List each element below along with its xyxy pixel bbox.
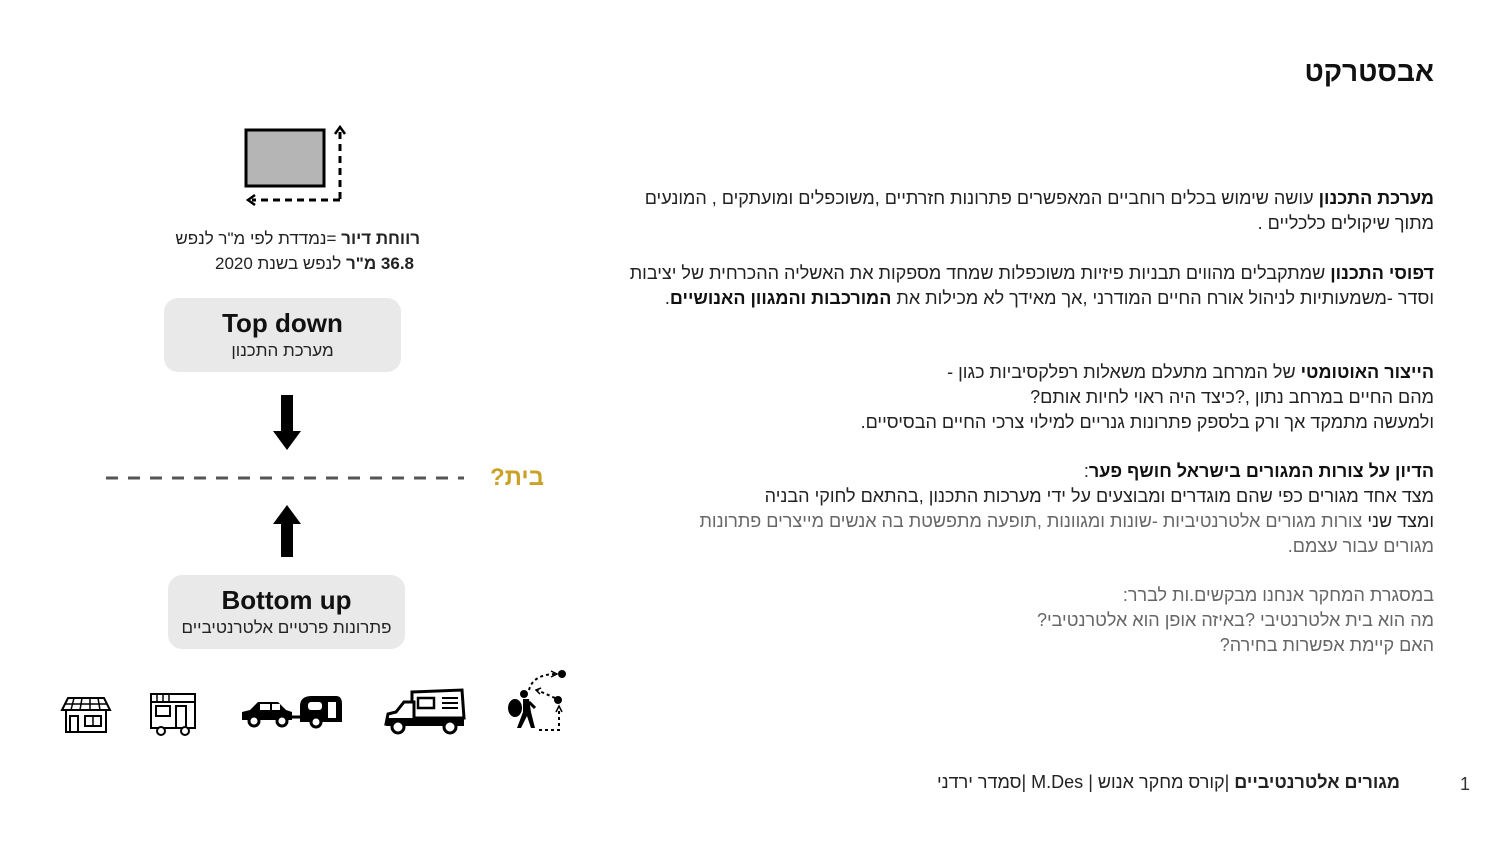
paragraph-colon: : — [1083, 461, 1089, 481]
top-down-box — [164, 298, 401, 372]
bottom-up-box — [168, 575, 405, 649]
paragraph-line: ולמעשה מתמקד אך ורק בלספק פתרונות גנריים למילוי צרכי החיים הבסיסיים. — [860, 412, 1434, 432]
paragraph-line: במסגרת המחקר אנחנו מבקשים.ות לברר: — [1122, 585, 1434, 605]
paragraph-line: מצד אחד מגורים כפי שהם מוגדרים ומבוצעים על ידי מערכות התכנון ,בהתאם לחוקי הבניה — [764, 486, 1434, 506]
paragraph-bold: הייצור האוטומטי — [1300, 362, 1434, 382]
density-value-text: לנפש בשנת 2020 — [214, 254, 346, 273]
paragraph-text-gray: צורות מגורים אלטרנטיביות -שונות ומגוונות ,תופעה מתפשטת בה אנשים מייצרים פתרונות מגורים עבור עצמם. — [699, 511, 1434, 556]
density-text: =נמדדת לפי מ"ר לנפש — [175, 229, 342, 248]
paragraph-bold: מערכת התכנון — [1318, 188, 1434, 208]
arrow-down-icon — [272, 395, 302, 451]
paragraph-text: עושה שימוש בכלים רוחביים המאפשרים פתרונות חזרתיים ,משוכפלים ומועתקים , המונעים מתוך שיקולים כלכליים . — [644, 188, 1434, 233]
paragraph-bold: הדיון על צורות המגורים בישראל חושף פער — [1088, 461, 1434, 481]
top-down-subtitle: מערכת התכנון — [231, 341, 334, 360]
footer-credits — [937, 772, 1400, 793]
housing-density-caption — [100, 226, 420, 276]
paragraph-text: של המרחב מתעלם משאלות רפלקסיביות כגון - — [947, 362, 1301, 382]
camper-truck-icon — [382, 686, 468, 736]
paragraph-line: מה הוא בית אלטרנטיבי ?באיזה אופן הוא אלטרנטיבי? — [1036, 610, 1434, 630]
paragraph-text: ומצד שני — [1367, 511, 1434, 531]
dashed-divider — [104, 474, 466, 482]
paragraph-automatic-production — [614, 360, 1434, 435]
bottom-up-title: Bottom up — [221, 585, 352, 615]
paragraph-planning-system — [614, 186, 1434, 236]
page-number: 1 — [1459, 774, 1470, 794]
area-per-person-icon — [240, 124, 348, 206]
top-down-title: Top down — [222, 308, 343, 338]
arrow-up-icon — [272, 504, 302, 558]
paragraph-text: שמתקבלים מהווים תבניות פיזיות משוכפלות שמחד מספקות את האשליה ההכרחית של יציבות וסדר -משמעותיות לניהול אורח החיים המודרני ,אך מאידך לא מכילות את — [629, 263, 1434, 308]
paragraph-bold: דפוסי התכנון — [1330, 263, 1434, 283]
tiny-house-icon — [148, 690, 198, 738]
footer-text: |קורס מחקר אנוש | M.Des |סמדר ירדני — [936, 772, 1235, 792]
paragraph-planning-patterns — [614, 261, 1434, 311]
paragraph-bold: המורכבות והמגוון האנושיים — [669, 288, 892, 308]
paragraph-research-questions — [614, 583, 1434, 658]
bottom-up-subtitle: פתרונות פרטיים אלטרנטיביים — [181, 618, 392, 637]
paragraph-line: מהם החיים במרחב נתון ,?כיצד היה ראוי לחיות אותם? — [1030, 387, 1434, 407]
paragraph-end: . — [664, 288, 670, 308]
paragraph-line: האם קיימת אפשרות בחירה? — [1219, 635, 1434, 655]
footer-bold: מגורים אלטרנטיביים — [1234, 772, 1400, 792]
paragraph-housing-gap — [614, 459, 1434, 559]
density-value-bold: 36.8 מ"ר — [345, 254, 414, 273]
car-caravan-icon — [240, 692, 344, 730]
density-bold: רווחת דיור — [341, 229, 420, 248]
home-question-label: בית? — [490, 464, 545, 491]
solar-house-icon — [58, 692, 114, 736]
slide-title: אבסטרקט — [1304, 56, 1434, 87]
nomad-walker-icon — [505, 668, 571, 734]
